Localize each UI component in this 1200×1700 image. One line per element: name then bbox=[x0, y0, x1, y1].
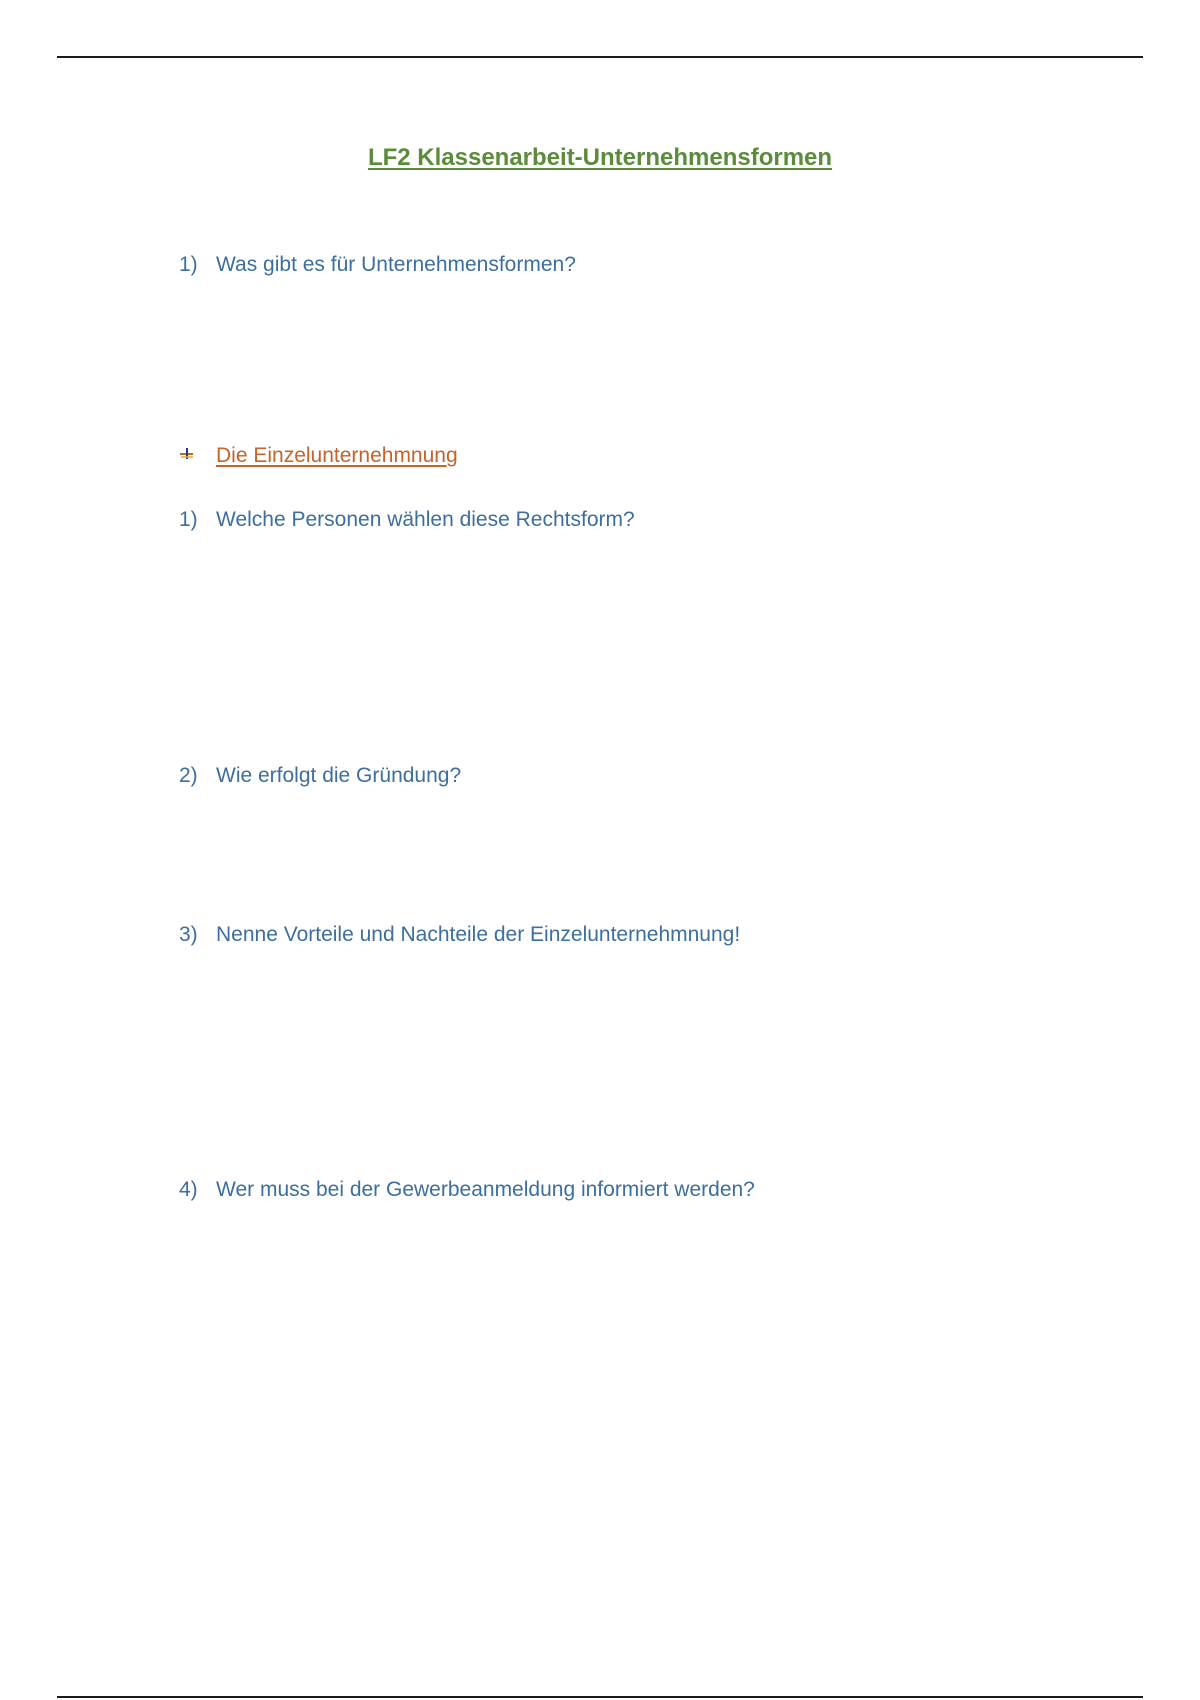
question-text: Was gibt es für Unternehmensformen? bbox=[216, 253, 576, 276]
question-number: 4) bbox=[179, 1178, 198, 1201]
section-heading-label: Die Einzelunternehmnung bbox=[216, 444, 458, 467]
footer-rule bbox=[57, 1696, 1143, 1698]
header-rule bbox=[57, 56, 1143, 58]
intro-question bbox=[179, 251, 576, 279]
question-item bbox=[179, 921, 740, 949]
question-item bbox=[179, 762, 461, 790]
question-item bbox=[179, 506, 635, 534]
question-number: 2) bbox=[179, 764, 198, 787]
question-text: Welche Personen wählen diese Rechtsform? bbox=[216, 508, 635, 531]
question-text: Wie erfolgt die Gründung? bbox=[216, 764, 462, 787]
question-number: 3) bbox=[179, 923, 198, 946]
question-item bbox=[179, 1176, 755, 1204]
question-text: Nenne Vorteile und Nachteile der Einzelunternehmnung! bbox=[216, 923, 741, 946]
question-number: 1) bbox=[179, 508, 198, 531]
section-heading bbox=[179, 442, 458, 470]
question-text: Wer muss bei der Gewerbeanmeldung informiert werden? bbox=[216, 1178, 755, 1201]
document-title: LF2 Klassenarbeit-Unternehmensformen bbox=[367, 144, 833, 171]
arrow-bullet-icon bbox=[179, 440, 216, 468]
question-number: 1) bbox=[179, 253, 198, 276]
